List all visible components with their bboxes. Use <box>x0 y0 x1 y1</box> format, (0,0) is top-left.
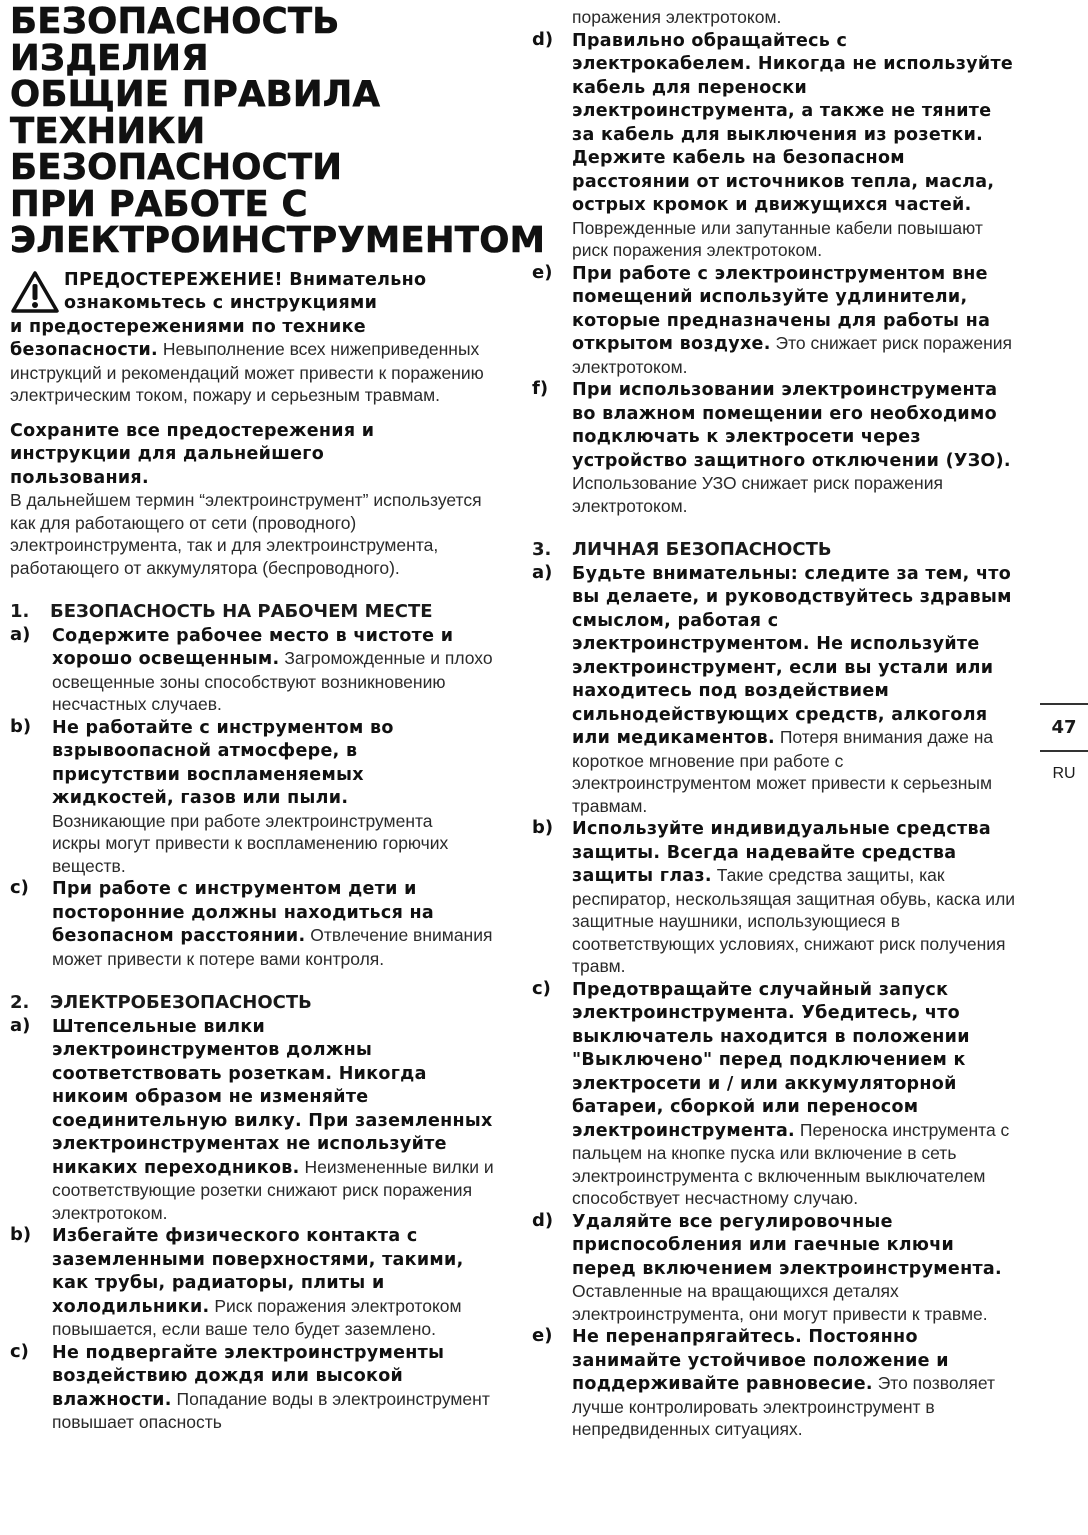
title-line: ЭЛЕКТРОИНСТРУМЕНТОМ <box>10 220 546 261</box>
list-item: c) Не подвергайте электроинструменты воздействию дождя или высокой влажности. Попадание воды в электроинструмент повышает опасность <box>10 1340 490 1432</box>
right-column <box>532 0 1020 1441</box>
title-line: ПРИ РАБОТЕ С <box>10 183 308 225</box>
warning-triangle-icon <box>10 270 60 314</box>
title-line: ИЗДЕЛИЯ <box>10 37 209 79</box>
list-item: d) Удаляйте все регулировочные приспособления или гаечные ключи перед включением электроинструмента. Оставленные на вращающихся деталях электроинструмента, они могут привести к травме. <box>532 1209 1002 1324</box>
save-heading: Сохраните все предостережения и инструкции для дальнейшего пользования. <box>10 420 375 488</box>
title-line: БЕЗОПАСНОСТИ <box>10 147 343 188</box>
list-item: a) Будьте внимательны: следите за тем, что вы делаете, и руководствуйтесь здравым смыслом, работая с электроинструментом. Не используйте электроинструмент, если вы устали или находитесь под воздействием сильнодействующих средств, алкоголя или медикаментов. Потеря внимания даже на короткое мгновение при работе с электроинструментом может привести к серьезным травмам. <box>532 561 1012 816</box>
warning-heading: безопасности. <box>10 340 158 360</box>
list-item: b) Избегайте физического контакта с заземленными поверхностями, такими, как трубы, радиаторы, плиты и холодильники. Риск поражения электротоком повышается, если ваше тело будет заземлено. <box>10 1224 464 1339</box>
title-line: БЕЗОПАСНОСТЬ <box>10 1 340 42</box>
list-item-continuation: поражения электротоком. <box>572 7 782 27</box>
list-item: a) Штепсельные вилки электроинструментов должны соответствовать розеткам. Никогда никоим образом не изменяйте соединительную вилку. При заземленных электроинструментах не используйте никаких переходников. Неизмененные вилки и соответствующие розетки снижают риск поражения электротоком. <box>10 1014 494 1223</box>
section-work-area <box>10 601 496 970</box>
page-number: 47 <box>1051 717 1077 738</box>
section-personal-safety <box>532 539 1020 1441</box>
section-heading: 3. ЛИЧНАЯ БЕЗОПАСНОСТЬ <box>532 539 832 560</box>
warning-heading: и предостережениями по технике <box>10 316 366 337</box>
list-item: b) Не работайте с инструментом во взрывоопасной атмосфере, в присутствии воспламеняемых жидкостей, газов или пыли. Возникающие при работе электроинструмента искры могут привести к воспламенению горючих веществ. <box>10 715 449 876</box>
divider <box>1040 750 1088 752</box>
page-title <box>10 1 546 261</box>
list-item: e) Не перенапрягайтесь. Постоянно занимайте устойчивое положение и поддерживайте равновесие. Это позволяет лучше контролировать электроинструмент в непредвиденных ситуациях. <box>532 1325 996 1439</box>
warning-heading: ознакомьтесь с инструкциями <box>64 293 378 313</box>
list-item: c) Предотвращайте случайный запуск электроинструмента. Убедитесь, что выключатель находится в положении "Выключено" перед подключением к электросети и / или аккумуляторной батареи, сборкой или переносом электроинструмента. Переноска инструмента с пальцем на кнопке пуска или включение в сеть электроинструмента с включенным выключателем способствует несчастному случаю. <box>532 977 1010 1208</box>
warning-heading: ПРЕДОСТЕРЕЖЕНИЕ! Внимательно <box>64 269 427 290</box>
language-code: RU <box>1052 765 1076 782</box>
title-line: ОБЩИЕ ПРАВИЛА <box>10 74 381 115</box>
save-text: В дальнейшем термин “электроинструмент” используется как для работающего от сети (проводного) электроинструмента, так и для электроинструмента, работающего от аккумулятора (беспроводного). <box>10 490 482 578</box>
save-instructions <box>10 419 496 580</box>
list-item: f) При использовании электроинструмента во влажном помещении его необходимо подключать к электросети через устройство защитного отключении (УЗО). Использование УЗО снижает риск поражения электротоком. <box>532 378 1011 516</box>
list-item: e) При работе с электроинструментом вне помещений используйте удлинители, которые предназначены для работы на открытом воздухе. Это снижает риск поражения электротоком. <box>532 261 1012 377</box>
section-electrical <box>10 992 496 1434</box>
left-column <box>10 0 546 1434</box>
section-heading: 2. ЭЛЕКТРОБЕЗОПАСНОСТЬ <box>10 992 312 1013</box>
warning-block <box>10 268 496 407</box>
list-item: b) Используйте индивидуальные средства защиты. Всегда надевайте средства защиты глаз. Такие средства защиты, как респиратор, нескользящая защитная обувь, каска или защитные наушники, использующиеся в соответствующих условиях, снижают риск получения травм. <box>532 817 1016 976</box>
title-line: ТЕХНИКИ <box>10 110 206 152</box>
list-item: a) Содержите рабочее место в чистоте и хорошо освещенным. Загроможденные и плохо освещенные зоны способствуют возникновению несчастных случаев. <box>10 623 493 714</box>
list-item: c) При работе с инструментом дети и посторонние должны находиться на безопасном расстоянии. Отвлечение внимания может привести к потере вами контроля. <box>10 877 493 969</box>
section-heading: 1. БЕЗОПАСНОСТЬ НА РАБОЧЕМ МЕСТЕ <box>10 601 433 622</box>
list-item: d) Правильно обращайтесь с электрокабелем. Никогда не используйте кабель для переноски электроинструмента, а также не тяните за кабель для выключения из розетки. Держите кабель на безопасном расстоянии от источников тепла, масла, острых кромок и движущихся частей. Поврежденные или запутанные кабели повышают риск поражения электротоком. <box>532 28 1014 260</box>
page-number-tab <box>1040 703 1088 745</box>
warning-text: Невыполнение всех нижеприведенных инструкций и рекомендаций может привести к поражению электрическим током, пожару и серьезным травмам. <box>10 339 484 405</box>
